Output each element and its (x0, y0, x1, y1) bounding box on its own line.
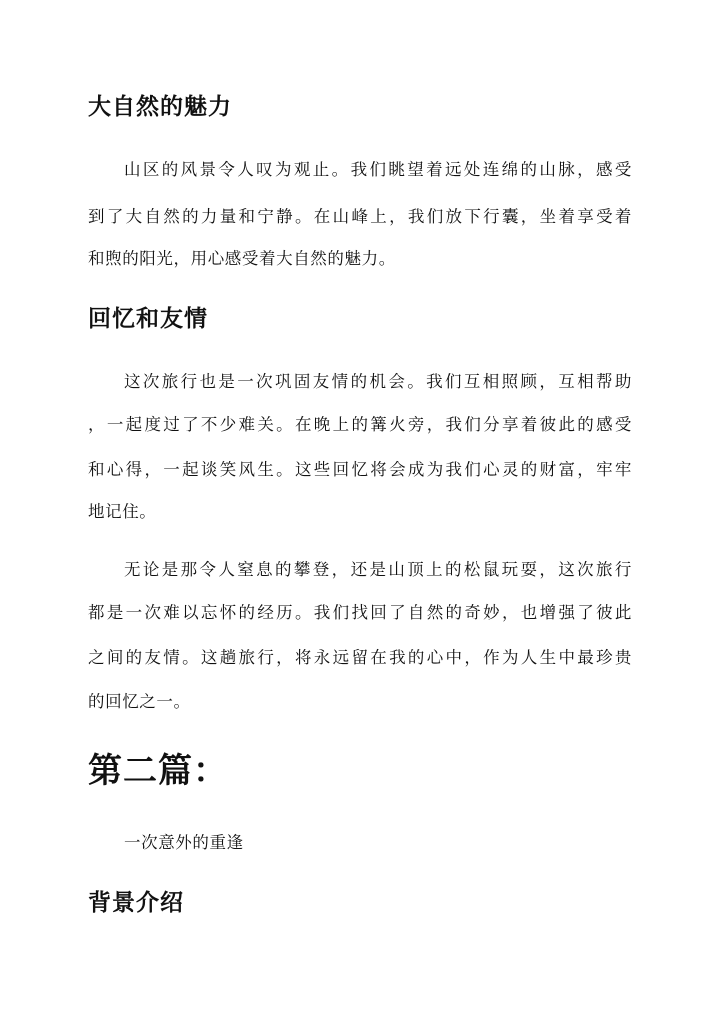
part-subtitle: 一次意外的重逢 (124, 833, 244, 852)
paragraph-line: 的回忆之一。 (88, 692, 191, 711)
paragraph-line: 之间的友情。这趟旅行，将永远留在我的心中，作为人生中最珍贵 (88, 648, 632, 667)
paragraph-line: 这次旅行也是一次巩固友情的机会。我们互相照顾，互相帮助 (124, 372, 632, 391)
part-heading: 第二篇： (88, 751, 228, 791)
paragraph-line: 和煦的阳光，用心感受着大自然的魅力。 (88, 249, 396, 268)
paragraph-line: 到了大自然的力量和宁静。在山峰上，我们放下行囊，坐着享受着 (88, 207, 632, 226)
section-heading-memories: 回忆和友情 (88, 305, 208, 332)
paragraph-line: 无论是那令人窒息的攀登，还是山顶上的松鼠玩耍，这次旅行 (124, 560, 632, 579)
section-heading-nature: 大自然的魅力 (88, 93, 232, 120)
paragraph-line: 都是一次难以忘怀的经历。我们找回了自然的奇妙，也增强了彼此 (88, 603, 632, 622)
paragraph-line: ，一起度过了不少难关。在晚上的篝火旁，我们分享着彼此的感受 (88, 415, 632, 434)
paragraph-line: 地记住。 (88, 502, 157, 521)
paragraph-line: 山区的风景令人叹为观止。我们眺望着远处连绵的山脉，感受 (124, 160, 632, 179)
paragraph-line: 和心得，一起谈笑风生。这些回忆将会成为我们心灵的财富，牢牢 (88, 460, 632, 479)
section-heading-background: 背景介绍 (88, 889, 184, 916)
